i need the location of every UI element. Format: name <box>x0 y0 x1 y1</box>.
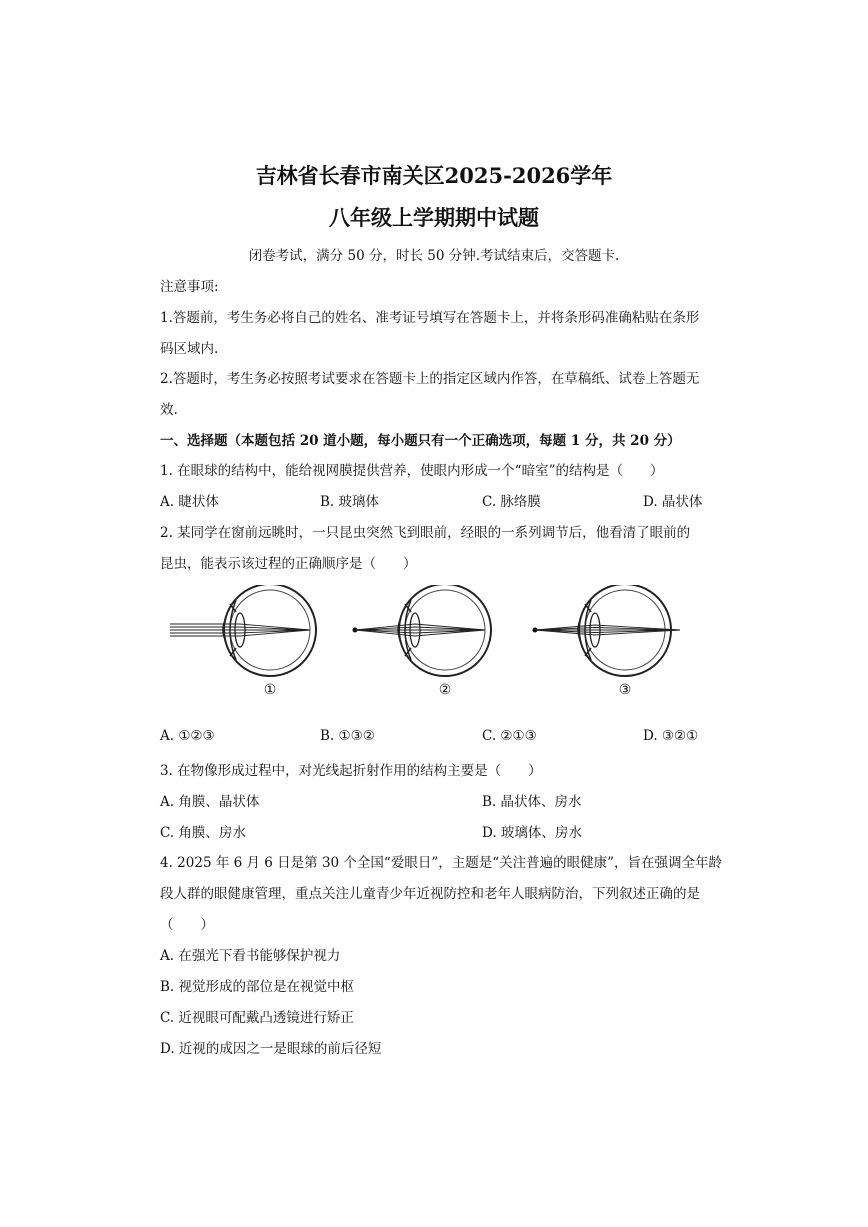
question-4-stem-cont: 段人群的眼健康管理，重点关注儿童青少年近视防控和老年人眼病防治，下列叙述正确的是 <box>160 886 700 902</box>
q4-option-d: D. 近视的成因之一是眼球的前后径短 <box>160 1041 382 1057</box>
q2-option-c: C. ②①③ <box>482 728 537 744</box>
notice-item-2: 2.答题时，考生务必按照考试要求在答题卡上的指定区域内作答，在草稿纸、试卷上答题无 <box>160 371 700 387</box>
q1-option-d: D. 晶状体 <box>643 494 703 510</box>
notice-item-2-cont: 效. <box>160 402 178 418</box>
q1-option-a: A. 睫状体 <box>160 494 219 510</box>
section-heading: 一、选择题（本题包括 20 道小题，每小题只有一个正确选项，每题 1 分，共 20 分） <box>160 433 681 449</box>
q3-option-d: D. 玻璃体、房水 <box>482 825 582 841</box>
q1-option-b: B. 玻璃体 <box>320 494 380 510</box>
q2-option-b: B. ①③② <box>320 728 375 744</box>
question-2-stem: 2. 某同学在窗前远眺时，一只昆虫突然飞到眼前，经眼的一系列调节后，他看清了眼前的 <box>160 525 691 541</box>
figure-label-3: ③ <box>618 682 632 698</box>
question-4-stem: 4. 2025 年 6 月 6 日是第 30 个全国“爱眼日”，主题是“关注普遍的眼健康”，旨在强调全年龄 <box>160 855 723 871</box>
figure-label-2: ② <box>438 682 452 698</box>
q4-option-c: C. 近视眼可配戴凸透镜进行矫正 <box>160 1010 354 1026</box>
q1-option-c: C. 脉络膜 <box>482 494 541 510</box>
eye-diagram-2 <box>353 585 492 676</box>
exam-info: 闭卷考试，满分 50 分，时长 50 分钟.考试结束后，交答题卡. <box>248 248 620 264</box>
eye-diagrams <box>160 585 700 685</box>
notice-heading: 注意事项: <box>160 279 219 295</box>
q3-option-c: C. 角膜、房水 <box>160 825 246 841</box>
question-4-paren: （ ） <box>160 917 214 933</box>
q2-option-a: A. ①②③ <box>160 728 215 744</box>
notice-item-1: 1.答题前，考生务必将自己的姓名、准考证号填写在答题卡上，并将条形码准确粘贴在条形 <box>160 310 700 326</box>
page-subtitle: 八年级上学期期中试题 <box>329 205 539 230</box>
q3-option-a: A. 角膜、晶状体 <box>160 794 260 810</box>
notice-item-1-cont: 码区域内. <box>160 341 219 357</box>
question-1-stem: 1. 在眼球的结构中，能给视网膜提供营养，使眼内形成一个“暗室”的结构是（ ） <box>160 463 664 479</box>
question-2-stem-cont: 昆虫，能表示该过程的正确顺序是（ ） <box>160 556 417 572</box>
q4-option-a: A. 在强光下看书能够保护视力 <box>160 948 341 964</box>
eye-diagram-1 <box>170 585 316 676</box>
page-title: 吉林省长春市南关区2025-2026学年 <box>255 163 613 188</box>
q4-option-b: B. 视觉形成的部位是在视觉中枢 <box>160 979 355 995</box>
figure-label-1: ① <box>263 682 277 698</box>
q2-option-d: D. ③②① <box>643 728 699 744</box>
q3-option-b: B. 晶状体、房水 <box>482 794 582 810</box>
eye-diagram-3 <box>533 585 681 676</box>
question-3-stem: 3. 在物像形成过程中，对光线起折射作用的结构主要是（ ） <box>160 763 542 779</box>
